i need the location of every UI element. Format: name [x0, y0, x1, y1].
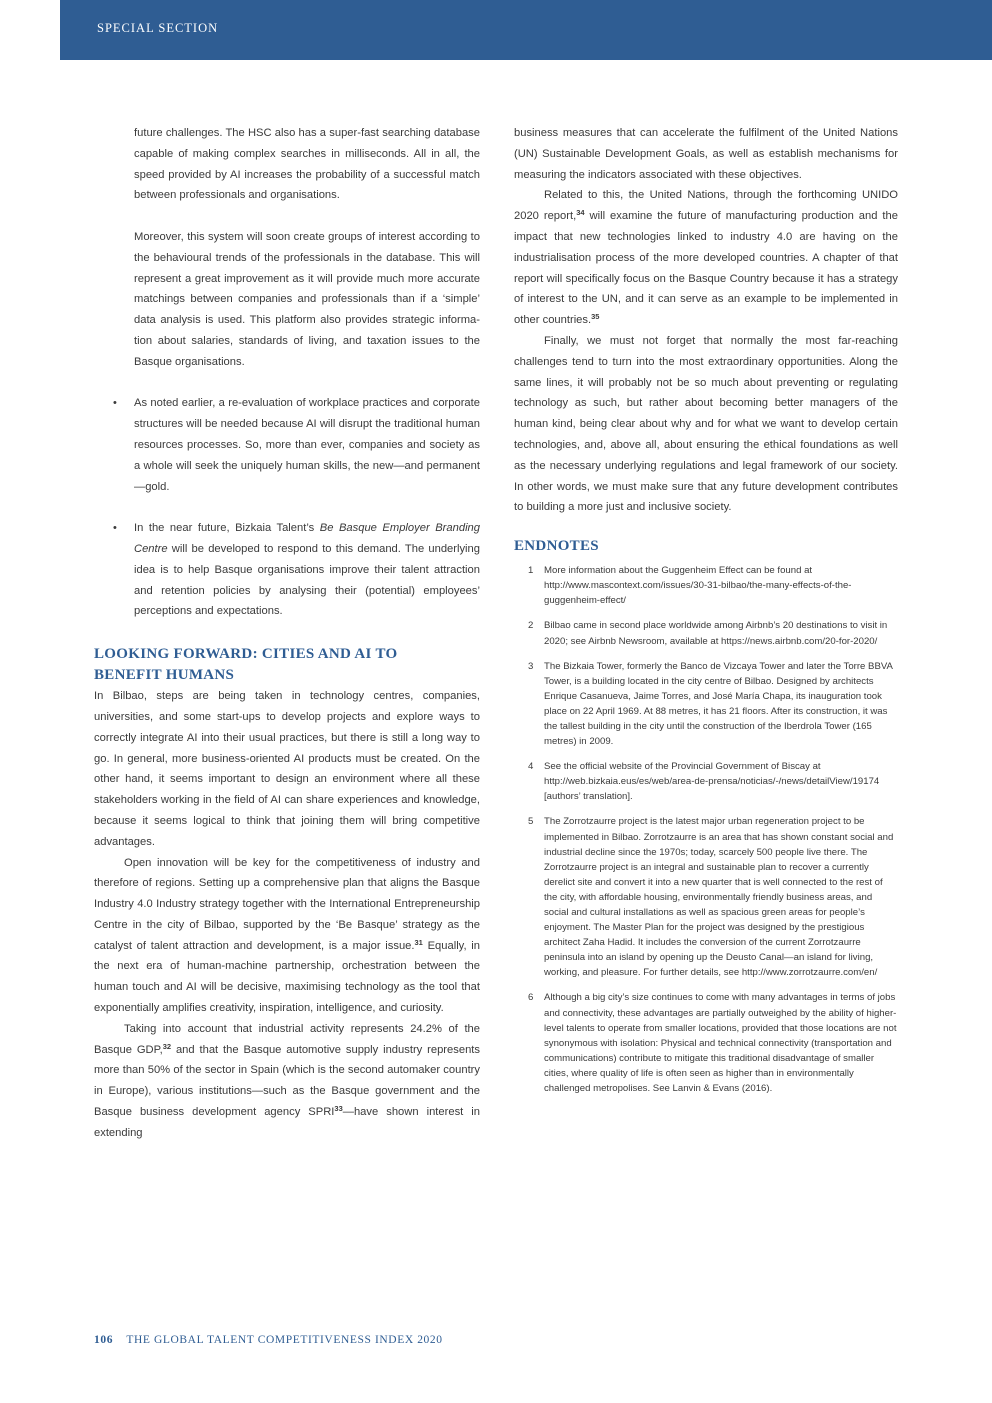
endnote-item [514, 618, 898, 648]
bullet-item [113, 518, 480, 622]
paragraph: future challenges. The HSC also has a super-fast searching database capable of making complex searches in milliseconds. All in all, the speed provided by AI increases the probability of a successful match between professionals and organisations. [134, 127, 480, 202]
endnote-text: Although a big city’s size continues to come with many advantages in terms of jobs and connectivity, these advantages are partially outweighed by the ability of higher-level talents to operate from smaller locations, provided that those locations are not synonymous with isolation: Physical and technical connectivity (transportation and communications) contribute to mitigate this traditional disadvantage of smaller cities, where quality of life is often seen as higher than in environmentally challenged metropolises. See Lanvin & Evans (2016). [544, 992, 897, 1095]
right-column [514, 123, 898, 1106]
endnote-text: More information about the Guggenheim Effect can be found at http://www.mascontext.com/issues/30-31-bilbao/the-many-effects-of-the-guggenheim-effect/ [544, 565, 852, 607]
italic-title: Be Basque Employer Branding Centre [134, 522, 480, 555]
bullet-marker: • [113, 522, 117, 535]
left-column [94, 123, 480, 1144]
publication-title: THE GLOBAL TALENT COMPETITIVENESS INDEX 2020 [126, 1334, 443, 1346]
section-label: SPECIAL SECTION [97, 21, 219, 35]
paragraph: business measures that can accelerate the fulfilment of the United Nations (UN) Sustainable Development Goals, as well as establish mechanisms for measuring the indicators associated with these objectives. [514, 127, 898, 181]
endnotes-list [514, 563, 898, 1096]
endnotes-heading: ENDNOTES [514, 538, 599, 555]
section-banner [60, 0, 992, 60]
endnote-number: 1 [528, 565, 534, 577]
paragraph [94, 1019, 480, 1144]
endnote-item [514, 659, 898, 750]
footnote-ref: 33 [334, 1104, 343, 1114]
endnote-number: 2 [528, 620, 534, 632]
page-footer [94, 1334, 443, 1346]
endnote-text: Bilbao came in second place worldwide among Airbnb’s 20 destinations to visit in 2020; see Airbnb Newsroom, available at https://news.airbnb.com/20-for-2020/ [544, 620, 888, 647]
endnote-number: 6 [528, 992, 534, 1004]
endnote-number: 3 [528, 660, 534, 672]
footnote-ref: 35 [591, 312, 600, 322]
footnote-ref: 34 [576, 208, 585, 218]
endnote-item [514, 759, 898, 804]
endnote-number: 5 [528, 816, 534, 828]
page-number: 106 [94, 1334, 114, 1346]
endnote-item [514, 990, 898, 1096]
text-run: In the near future, Bizkaia Talent’s [134, 522, 320, 535]
paragraph [94, 853, 480, 1019]
endnote-item [514, 563, 898, 608]
section-heading [94, 644, 480, 686]
bullet-marker: • [113, 397, 117, 410]
bullet-text: As noted earlier, a re-evaluation of workplace practices and corporate structures will be needed because AI will disrupt the traditional human resources processes. So, more than ever, companies and society as a whole will seek the uniquely human skills, the new—and permanent—gold. [134, 397, 480, 493]
footnote-ref: 32 [162, 1041, 172, 1051]
hsc-description [134, 123, 480, 373]
paragraph: In Bilbao, steps are being taken in technology centres, companies, universities, and some start-ups to develop projects and explore ways to correctly integrate AI into their usual practices, but there is still a long way to go. In general, more business-oriented AI products must be created. On the other hand, it seems important to design an environment where all these stakeholders working in the field of AI can share experiences and knowledge, because it seems logical to think that joining them will bring competitive advantages. [94, 690, 480, 848]
heading-line: BENEFIT HUMANS [94, 667, 235, 684]
text-run: and that the Basque automotive supply industry represents more than 50% of the sector in Spain (which is the second automaker country in Europe), various institutions—such as the Basque government and the Basque business development agency SPRI [94, 1043, 480, 1119]
text-run: Taking into account that industrial activity represents 24.2% of the Basque GDP, [94, 1022, 480, 1056]
paragraph: Finally, we must not forget that normally the most far-reaching challenges tend to turn into the most extraordinary opportunities. Along the same lines, it will probably not be so much about preventing or regulating technology as such, but rather about becoming better managers of the human kind, being clear about why and for what we want to develop certain technologies, and, above all, about ensuring the ethical foundations as well as the necessary underlying regulations and legal framework of our society. In other words, we must make sure that any future development contributes to building a more just and inclusive society. [514, 334, 898, 514]
endnote-item [514, 814, 898, 980]
paragraph [514, 185, 898, 331]
text-run: Related to this, the United Nations, through the forthcoming UNIDO 2020 report, [514, 189, 898, 223]
endnote-number: 4 [528, 761, 534, 773]
paragraph: Moreover, this system will soon create groups of interest according to the behavioural trends of the professionals in the database. This will represent a great improvement as it will provide much more accurate matchings between companies and professionals than if a ‘simple’ data analysis is used. This platform also provides strategic information about salaries, standards of living, and taxation issues to the Basque organisations. [134, 230, 480, 368]
endnote-text: The Bizkaia Tower, formerly the Banco de Vizcaya Tower and later the Torre BBVA Tower, is a building located in the city centre of Bilbao. Designed by architects Enrique Casanueva, Jaime Torres, and José María Chapa, its inauguration took place on 22 April 1969. At 88 metres, it has 21 floors. After its construction, it was the tallest building in the city until the construction of the Iberdrola Tower (165 metres) in 2009. [544, 660, 893, 748]
endnote-text: The Zorrotzaurre project is the latest major urban regeneration project to be implemented in Bilbao. Zorrotzaurre is an area that has shown constant social and industrial decline since the 1970s; today, scarcely 500 people live there. The Zorrotzaurre project is an integral and sustainable plan to recover a currently derelict site and convert it into a new quarter that is well connected to the rest of the city, with affordable housing, environmentally friendly business areas, and social and cultural installations as well as spacious green areas for people’s enjoyment. The Master Plan for the project was designed by the prestigious architect Zaha Hadid. It includes the conversion of the current Zorrotzaurre peninsula into an island by opening up the Deusto Canal—an island for living, working, and pleasure. For further details, see http://www.zorrotzaurre.com/en/ [544, 816, 894, 979]
heading-line: LOOKING FORWARD: CITIES AND AI TO [94, 646, 398, 663]
text-run: will be developed to respond to this demand. The underlying idea is to help Basque organisations improve their talent attraction and retention policies by analysing their (potential) employees’ perceptions and expectations. [134, 542, 480, 618]
bullet-text [134, 518, 480, 622]
text-run: —have shown interest in extending [94, 1106, 480, 1139]
text-run: Equally, in the next era of human-machine partnership, orchestration between the human touch and AI will be decisive, maximising technology as the tool that exponentially amplifies creativity, inspiration, intelligence, and curiosity. [94, 939, 480, 1015]
endnote-text: See the official website of the Provincial Government of Biscay at http://web.bizkaia.eus/es/web/area-de-prensa/noticias/-/news/detailView/19174 [authors’ translation]. [544, 761, 880, 803]
text-run: will examine the future of manufacturing production and the impact that new technologies linked to industry 4.0 are having on the industrialisation process of the more developed countries. A chapter of that report will specifically focus on the Basque Country because it has a strategy of interest to the UN, and it can serve as an example to be implemented in other countries. [514, 210, 898, 327]
bullet-item [113, 393, 480, 497]
footnote-ref: 31 [414, 937, 423, 947]
text-run: Open innovation will be key for the competitiveness of industry and therefore of regions. Setting up a comprehensive plan that aligns the Basque Industry 4.0 Industry strategy together with the International Entrepreneurship Centre in the city of Bilbao, supported by the ‘Be Basque’ strategy as the catalyst of talent attraction and development, is a major issue. [94, 856, 480, 952]
